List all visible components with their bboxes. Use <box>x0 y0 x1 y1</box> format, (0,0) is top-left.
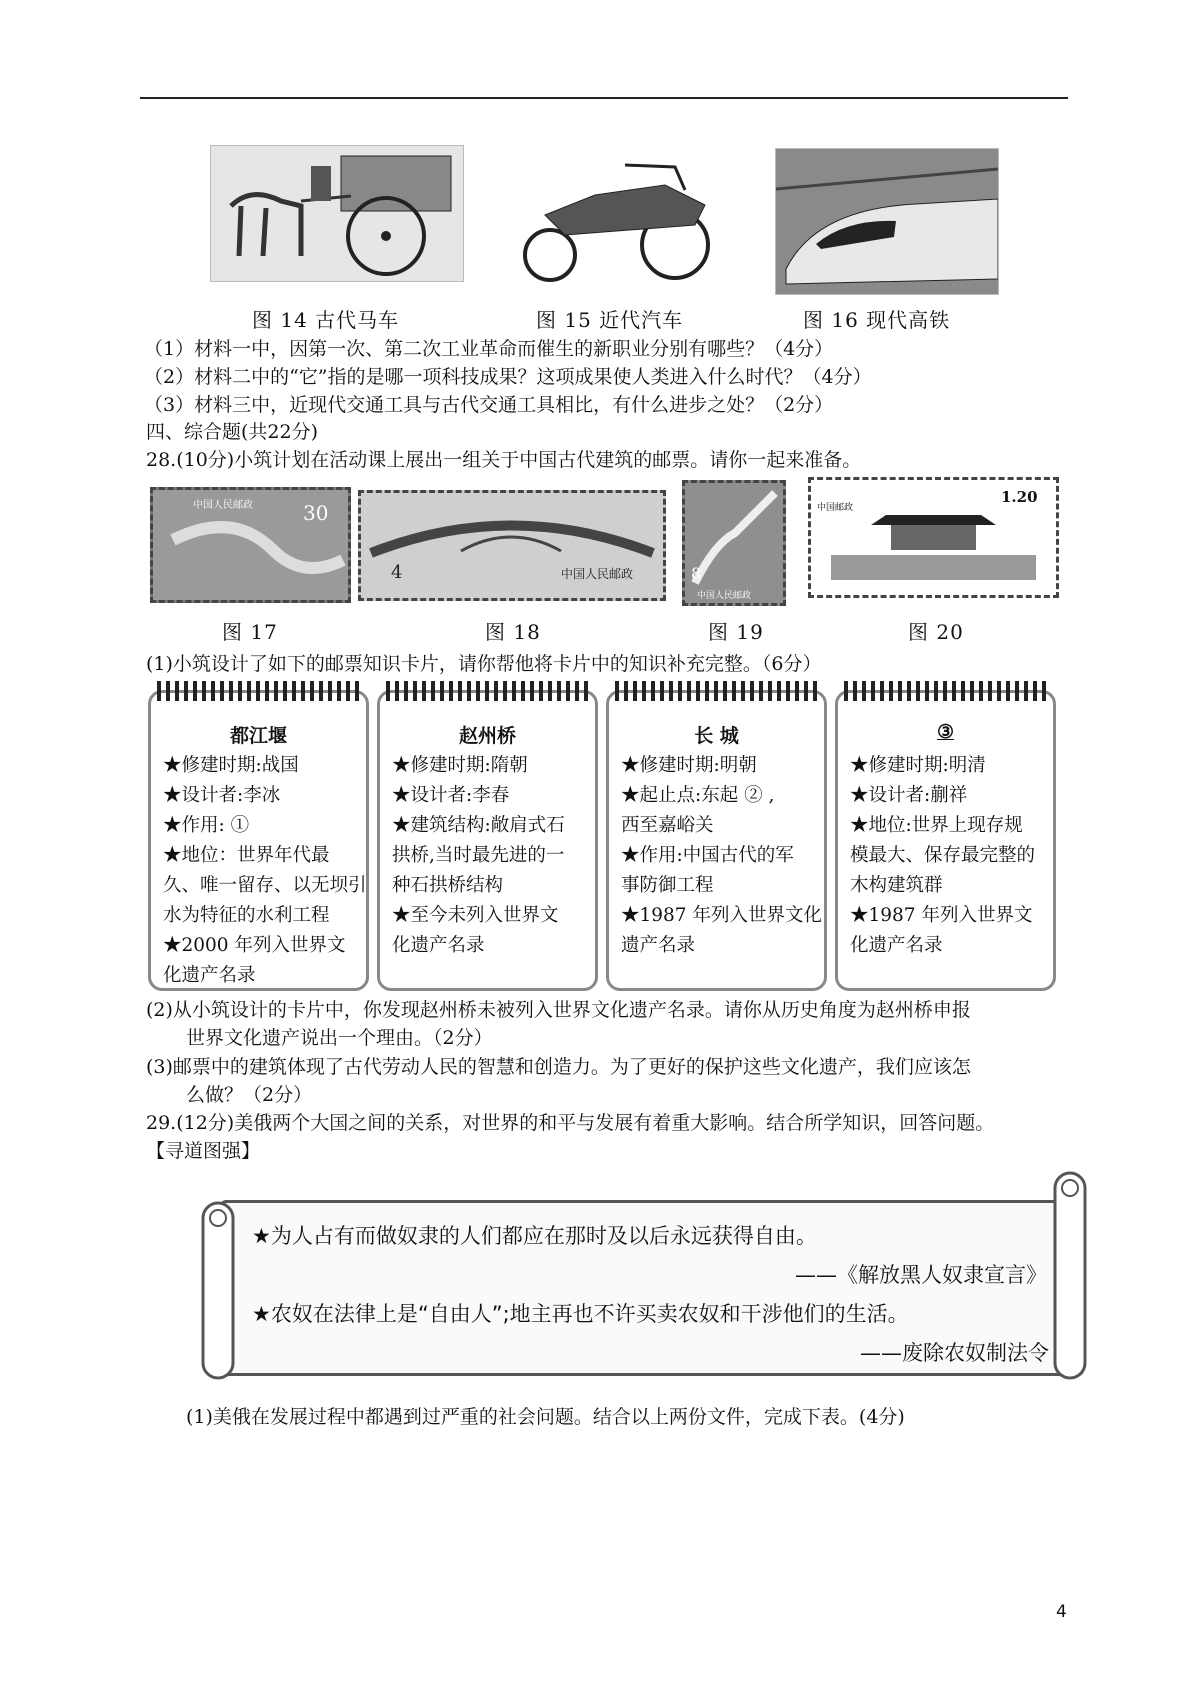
card-line: 种石拱桥结构 <box>392 875 504 896</box>
card-line: ★设计者:李冰 <box>163 785 281 806</box>
stamp-text: 中国人民邮政 <box>561 567 634 581</box>
card-line: 模最大、保存最完整的 <box>850 845 1036 866</box>
train-image <box>775 148 999 295</box>
stamp-text: 中国人民邮政 <box>193 500 253 511</box>
header-rule <box>140 97 1068 99</box>
card-body <box>850 751 1047 961</box>
card-line: 化遗产名录 <box>850 935 943 956</box>
knowledge-card <box>148 690 369 991</box>
card-line: 遗产名录 <box>621 935 696 956</box>
question-text: 29.(12分)美俄两个大国之间的关系，对世界的和平与发展有着重大影响。结合所学知识，回答问题。 <box>146 1112 995 1134</box>
question-text: (2)从小筑设计的卡片中，你发现赵州桥未被列入世界文化遗产名录。请你从历史角度为赵州桥申报 <box>146 999 971 1021</box>
stamp-value: 30 <box>303 501 329 525</box>
card-line: ★作用: ① <box>163 815 250 836</box>
card-line: 化遗产名录 <box>163 965 256 986</box>
stamp-image <box>682 480 786 606</box>
knowledge-card <box>377 690 598 991</box>
stamp-image <box>358 490 666 601</box>
scroll-roll-icon <box>1050 1170 1090 1380</box>
card-line: 木构建筑群 <box>850 875 943 896</box>
stamp-image <box>150 487 351 603</box>
card-line: ★地位:世界上现存规 <box>850 815 1023 836</box>
card-line: ★修建时期:战国 <box>163 755 299 776</box>
quote-text: ★为人占有而做奴隶的人们都应在那时及以后永远获得自由。 <box>252 1224 817 1248</box>
figure-caption: 图 20 <box>908 620 964 644</box>
card-title: ③ <box>936 721 955 743</box>
section-heading: 四、综合题(共22分) <box>146 421 319 443</box>
question-text: （2）材料二中的“它”指的是哪一项科技成果？这项成果使人类进入什么时代？（4分） <box>144 366 872 388</box>
card-body <box>621 751 822 961</box>
figure-caption: 图 19 <box>708 620 764 644</box>
section-heading: 【寻道图强】 <box>146 1140 261 1162</box>
card-line: ★1987 年列入世界文 <box>850 905 1033 926</box>
stamp-text: 中国人民邮政 <box>697 591 752 601</box>
stamp-image <box>808 477 1059 598</box>
quote-text: ★农奴在法律上是“自由人”;地主再也不许买卖农奴和干涉他们的生活。 <box>252 1302 909 1326</box>
car-image <box>505 155 730 285</box>
card-line: ★起止点:东起 ② , <box>621 785 775 806</box>
figure-caption: 图 18 <box>485 620 541 644</box>
quote-source: ——《解放黑人奴隶宣言》 <box>795 1263 1047 1287</box>
question-text: 28.(10分)小筑计划在活动课上展出一组关于中国古代建筑的邮票。请你一起来准备。 <box>146 449 862 471</box>
quote-source: ——废除农奴制法令 <box>860 1341 1049 1365</box>
card-body <box>392 751 589 961</box>
card-line: 拱桥,当时最先进的一 <box>392 845 565 866</box>
card-line: ★设计者:蒯祥 <box>850 785 968 806</box>
stamp-value: 1.20 <box>1001 488 1038 506</box>
card-title: 赵州桥 <box>458 725 516 747</box>
card-line: 事防御工程 <box>621 875 714 896</box>
question-text: (1)小筑设计了如下的邮票知识卡片，请你帮他将卡片中的知识补充完整。（6分） <box>146 653 822 675</box>
figure-caption: 图 15 近代汽车 <box>536 308 684 332</box>
figure-caption: 图 14 古代马车 <box>252 308 400 332</box>
knowledge-card <box>606 690 827 991</box>
card-line: ★2000 年列入世界文 <box>163 935 346 956</box>
card-binding <box>157 681 360 701</box>
knowledge-card <box>835 690 1056 991</box>
card-line: ★修建时期:明朝 <box>621 755 757 776</box>
stamp-value: 8 <box>691 564 702 583</box>
card-title: 长 城 <box>694 725 739 747</box>
carriage-image <box>210 145 464 282</box>
scroll-roll-icon <box>200 1198 240 1383</box>
page-number: 4 <box>1056 1602 1067 1622</box>
question-text: 么做？（2分） <box>186 1084 313 1106</box>
card-line: ★至今未列入世界文 <box>392 905 559 926</box>
card-line: ★1987 年列入世界文化 <box>621 905 822 926</box>
card-title: 都江堰 <box>229 725 287 747</box>
quote-scroll <box>200 1170 1088 1380</box>
figure-caption: 图 16 现代高铁 <box>803 308 951 332</box>
question-text: (3)邮票中的建筑体现了古代劳动人民的智慧和创造力。为了更好的保护这些文化遗产，我们应该怎 <box>146 1056 971 1078</box>
question-text: （3）材料三中，近现代交通工具与古代交通工具相比，有什么进步之处？（2分） <box>144 394 834 416</box>
card-line: ★修建时期:明清 <box>850 755 986 776</box>
question-text: 世界文化遗产说出一个理由。（2分） <box>186 1027 493 1049</box>
figure-caption: 图 17 <box>222 620 278 644</box>
question-text: (1)美俄在发展过程中都遇到过严重的社会问题。结合以上两份文件，完成下表。(4分) <box>186 1406 905 1428</box>
card-line: ★作用:中国古代的军 <box>621 845 794 866</box>
stamp-text: 中国邮政 <box>817 503 854 513</box>
card-binding <box>386 681 589 701</box>
stamp-value: 4 <box>391 562 403 583</box>
card-line: 水为特征的水利工程 <box>163 905 330 926</box>
card-body <box>163 751 367 991</box>
question-text: （1）材料一中，因第一次、第二次工业革命而催生的新职业分别有哪些？（4分） <box>144 338 834 360</box>
card-line: ★修建时期:隋朝 <box>392 755 528 776</box>
card-binding <box>615 681 818 701</box>
card-line: ★建筑结构:敞肩式石 <box>392 815 565 836</box>
card-line: 西至嘉峪关 <box>621 815 714 836</box>
card-line: ★设计者:李春 <box>392 785 510 806</box>
card-binding <box>844 681 1047 701</box>
card-line: ★地位：世界年代最 <box>163 845 330 866</box>
card-line: 化遗产名录 <box>392 935 485 956</box>
card-line: 久、唯一留存、以无坝引 <box>163 875 367 896</box>
